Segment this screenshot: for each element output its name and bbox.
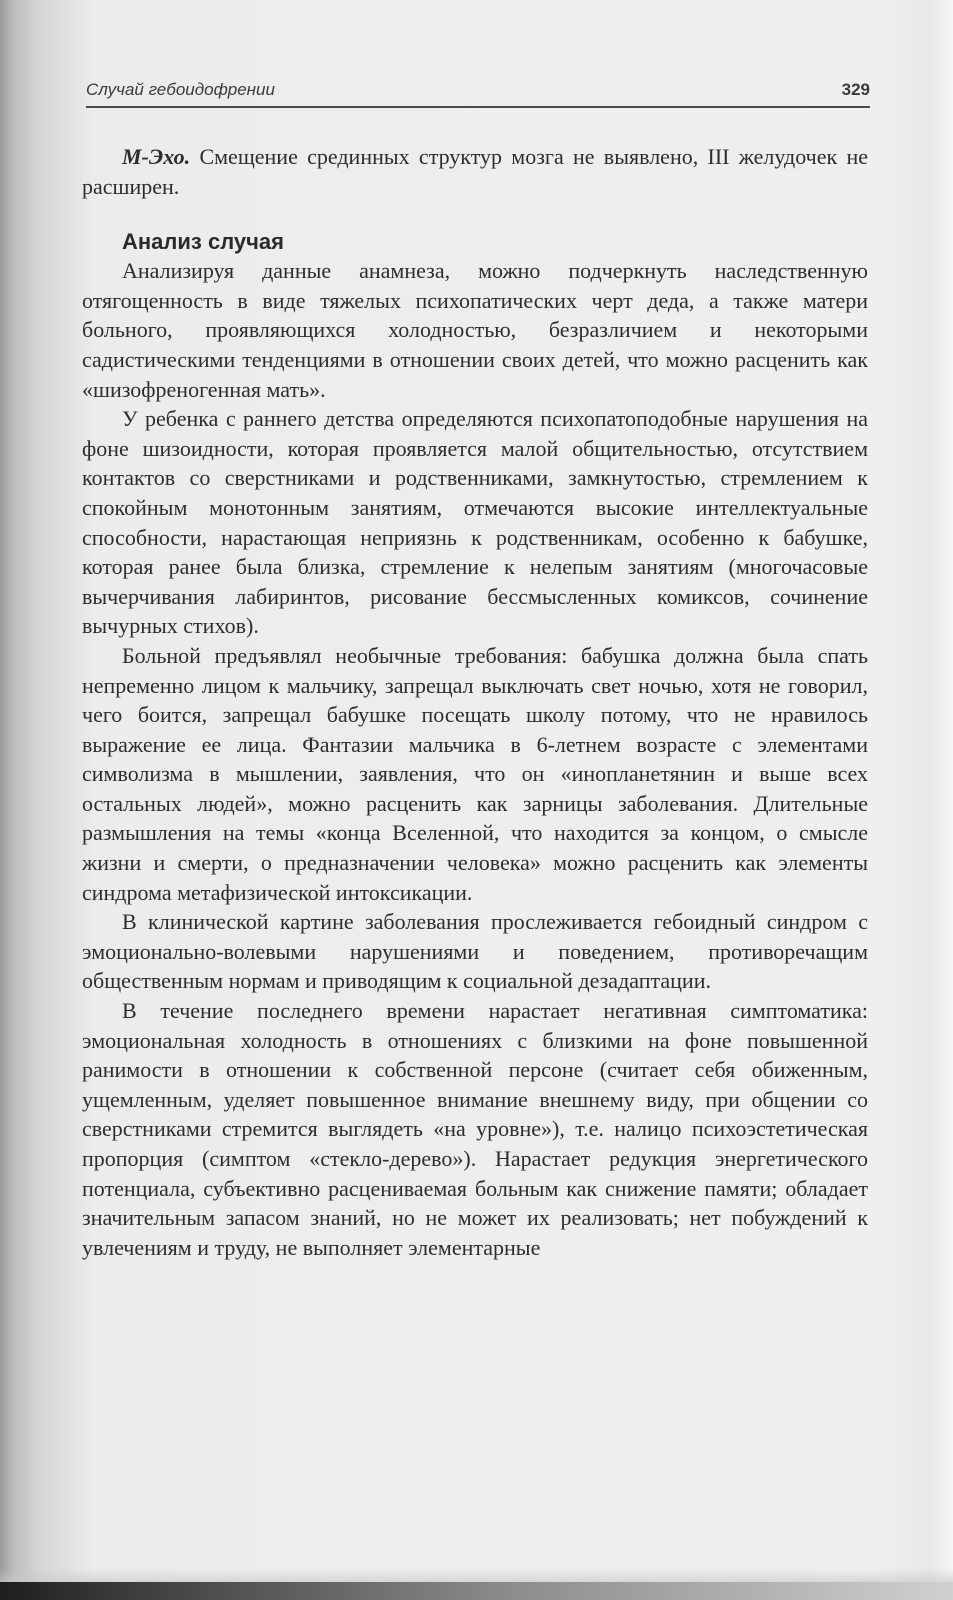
echo-label: М-Эхо. (122, 144, 191, 169)
echo-paragraph (82, 142, 868, 201)
paragraph-childhood: У ребенка с раннего детства определяются психопатоподобные нарушения на фоне шизоидности, которая проявляется малой общительностью, отсутствием контактов со сверстниками и родственниками, замкнутостью, стремлением к спокойным монотонным занятиям, отмечаются высокие интеллектуальные способности, нарастающая неприязнь к родственникам, особенно к бабушке, которая ранее была близка, стремление к нелепым занятиям (многочасовые вычерчивания лабиринтов, рисование бессмысленных комиксов, сочинение вычурных стихов). (82, 406, 868, 639)
page-bottom-shadow (0, 1568, 953, 1582)
echo-text: Смещение срединных структур мозга не выявлено, III желудочек не расширен. (82, 144, 868, 199)
section-heading: Анализ случая (122, 229, 284, 255)
page-body (82, 142, 868, 1262)
running-header (86, 78, 870, 106)
paragraph-heredity: Анализируя данные анамнеза, можно подчеркнуть наследственную отягощенность в виде тяжелых психопатических черт деда, а также матери больного, проявляющихся холодностью, безразличием и некоторыми садистическими тенденциями в отношении своих детей, что можно расценить как «шизофреногенная мать». (82, 258, 868, 402)
running-header-title: Случай гебоидофрении (86, 80, 275, 99)
header-divider (86, 106, 870, 108)
paragraph-demands: Больной предъявлял необычные требования: бабушка должна была спать непременно лицом к мальчику, запрещал выключать свет ночью, хотя не говорил, чего боится, запрещал бабушке посещать школу потому, что не нравилось выражение ее лица. Фантазии мальчика в 6-летнем возрасте с элементами символизма в мышлении, заявления, что он «инопланетянин и выше всех остальных людей», можно расценить как зарницы заболевания. Длительные размышления на темы «конца Вселенной, что находится за концом, о смысле жизни и смерти, о предназначении человека» можно расценить как элементы синдрома метафизической интоксикации. (82, 642, 868, 905)
page-bottom-edge (0, 1582, 953, 1600)
paragraph-clinical-picture: В клинической картине заболевания прослеживается гебоидный синдром с эмоционально-волевыми нарушениями и поведением, противоречащим общественным нормам и приводящим к социальной дезадаптации. (82, 909, 868, 994)
paragraph-negative-symptoms: В течение последнего времени нарастает негативная симптоматика: эмоциональная холодность в отношениях с близкими на фоне повышенной ранимости в отношении к собственной персоне (считает себя обиженным, ущемленным, уделяет повышенное внимание внешнему виду, при общении со сверстниками стремится выглядеть «на уровне»), т.е. налицо психоэстетическая пропорция (симптом «стекло-дерево»). Нарастает редукция энергетического потенциала, субъективно расцениваемая больным как снижение памяти; обладает значительным запасом знаний, но не может их реализовать; нет побуждений к увлечениям и труду, не выполняет элементарные (82, 998, 868, 1260)
page-number: 329 (841, 80, 870, 99)
